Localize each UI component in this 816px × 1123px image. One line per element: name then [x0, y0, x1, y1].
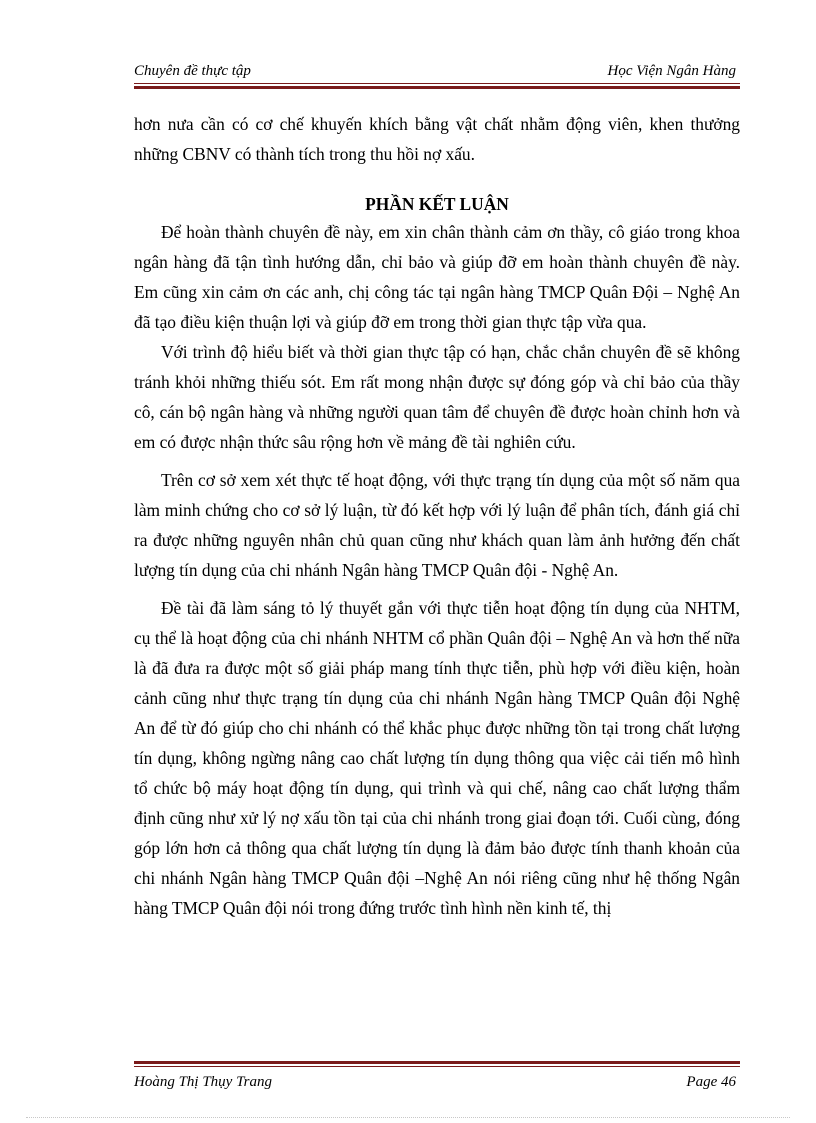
section-title: PHẦN KẾT LUẬN [365, 194, 509, 214]
footer-rule-thick [134, 1061, 740, 1064]
footer-author: Hoàng Thị Thụy Trang [134, 1074, 272, 1090]
paragraph-continuation: hơn nưa cần có cơ chế khuyến khích bằng vật chất nhằm động viên, khen thưởng những CBNV có thành tích trong thu hồi nợ xấu. [134, 114, 740, 164]
paragraph-analysis: Trên cơ sở xem xét thực tế hoạt động, với thực trạng tín dụng của một số năm qua làm minh chứng cho cơ sở lý luận, từ đó kết hợp với lý luận để phân tích, đánh giá chỉ ra được những nguyên nhân chủ quan cũng như khách quan làm ảnh hưởng đến chất lượng tín dụng của chi nhánh Ngân hàng TMCP Quân đội - Nghệ An. [134, 470, 740, 580]
paragraph-acknowledgement: Để hoàn thành chuyên đề này, em xin chân thành cảm ơn thầy, cô giáo trong khoa ngân hàng đã tận tình hướng dẫn, chỉ bảo và giúp đỡ em hoàn thành chuyên đề này. Em cũng xin cảm ơn các anh, chị công tác tại ngân hàng TMCP Quân Đội – Nghệ An đã tạo điều kiện thuận lợi và giúp đỡ em trong thời gian thực tập vừa qua. [134, 222, 740, 332]
paragraph-limitations: Với trình độ hiểu biết và thời gian thực tập có hạn, chắc chắn chuyên đề sẽ không tránh khỏi những thiếu sót. Em rất mong nhận được sự đóng góp và chỉ bảo của thầy cô, cán bộ ngân hàng và những người quan tâm để chuyên đề được hoàn chỉnh hơn và em có được nhận thức sâu rộng hơn về mảng đề tài nghiên cứu. [134, 342, 740, 452]
running-header-title: Chuyên đề thực tập [134, 63, 251, 79]
header-rule-thick [134, 86, 740, 89]
page-edge-divider [26, 1117, 790, 1118]
header-rule [134, 83, 740, 84]
running-header-institution: Học Viện Ngân Hàng [607, 63, 736, 79]
page-number: Page 46 [686, 1074, 736, 1090]
footer-rule [134, 1066, 740, 1067]
paragraph-contribution: Đề tài đã làm sáng tỏ lý thuyết gắn với thực tiễn hoạt động tín dụng của NHTM, cụ thể là hoạt động của chi nhánh NHTM cổ phần Quân đội – Nghệ An và hơn thế nữa là đã đưa ra được một số giải pháp mang tính thực tiễn, phù hợp với điều kiện, hoàn cảnh cũng như thực trạng tín dụng của chi nhánh Ngân hàng TMCP Quân đội Nghệ An để từ đó giúp cho chi nhánh có thể khắc phục được những tồn tại trong chất lượng tín dụng, không ngừng nâng cao chất lượng tín dụng thông qua việc cải tiến mô hình tổ chức bộ máy hoạt động tín dụng, qui trình và qui chế, nâng cao chất lượng thẩm định cũng như xử lý nợ xấu tồn tại của chi nhánh trong giai đoạn tới. Cuối cùng, đóng góp lớn hơn cả thông qua chất lượng tín dụng là đảm bảo được tính thanh khoản của chi nhánh Ngân hàng TMCP Quân đội –Nghệ An nói riêng cũng như hệ thống Ngân hàng TMCP Quân đội nói trong đứng trước tình hình nền kinh tế, thị [134, 598, 740, 918]
page-body [134, 109, 740, 923]
